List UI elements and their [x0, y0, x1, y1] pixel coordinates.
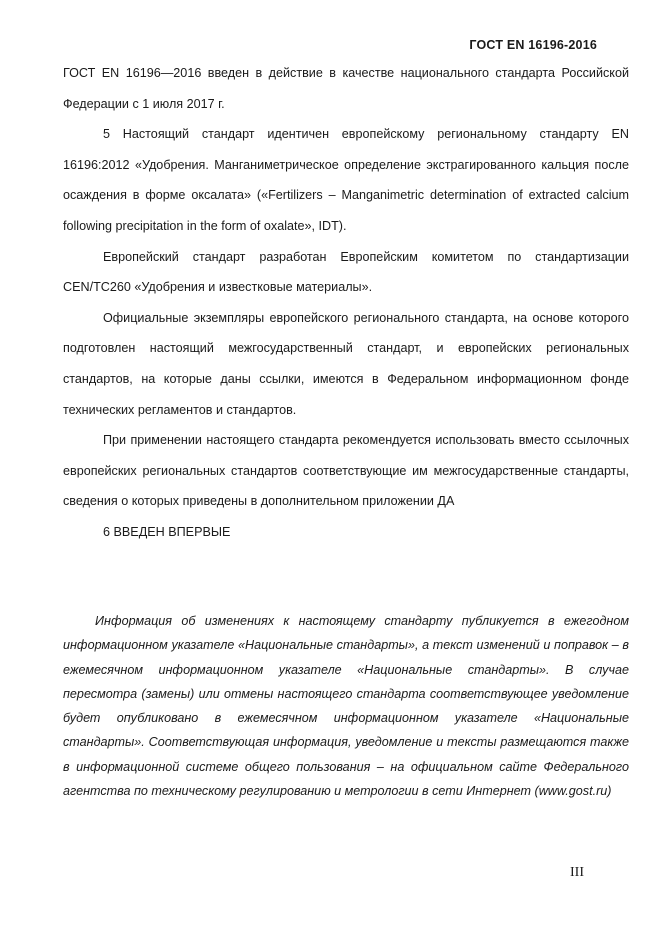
document-header: ГОСТ EN 16196-2016: [469, 38, 597, 52]
paragraph-copies: Официальные экземпляры европейского регионального стандарта, на основе которого подготовлен настоящий межгосударственный стандарт, и европейских региональных стандартов, на которые даны ссылки, имеются в Федеральном информационном фонде технических регламентов и стандартов.: [63, 310, 629, 417]
paragraph-identity: 5 Настоящий стандарт идентичен европейскому региональному стандарту EN 16196:2012 «Удобрения. Манганиметрическое определение экстрагированного кальция после осаждения в форме оксалата» («Fertilizers – Manganimetric determination of extracted calcium following precipitation in the form of oxalate», IDT).: [63, 127, 629, 233]
document-body: [63, 58, 629, 548]
paragraph-first-introduced: 6 ВВЕДЕН ВПЕРВЫЕ: [103, 524, 231, 539]
change-notice: Информация об изменениях к настоящему стандарту публикуется в ежегодном информационном указателе «Национальные стандарты», а текст изменений и поправок – в ежемесячном информационном указателе «Национальные стандарты». В случае пересмотра (замены) или отмены настоящего стандарта соответствующее уведомление будет опубликовано в ежемесячном информационном указателе «Национальные стандарты». Соответствующая информация, уведомление и тексты размещаются также в информационной системе общего пользования – на официальном сайте Федерального агентства по техническому регулированию и метрологии в сети Интернет (www.gost.ru): [63, 614, 629, 799]
paragraph-developer: Европейский стандарт разработан Европейским комитетом по стандартизации CEN/TC260 «Удобрения и известковые материалы».: [63, 249, 629, 295]
paragraph-usage: При применении настоящего стандарта рекомендуется использовать вместо ссылочных европейских региональных стандартов соответствующие им межгосударственные стандарты, сведения о которых приведены в дополнительном приложении ДА: [63, 433, 629, 509]
page-number: III: [570, 865, 584, 880]
paragraph-adoption: ГОСТ EN 16196—2016 введен в действие в качестве национального стандарта Российской Федерации с 1 июля 2017 г.: [63, 66, 629, 111]
